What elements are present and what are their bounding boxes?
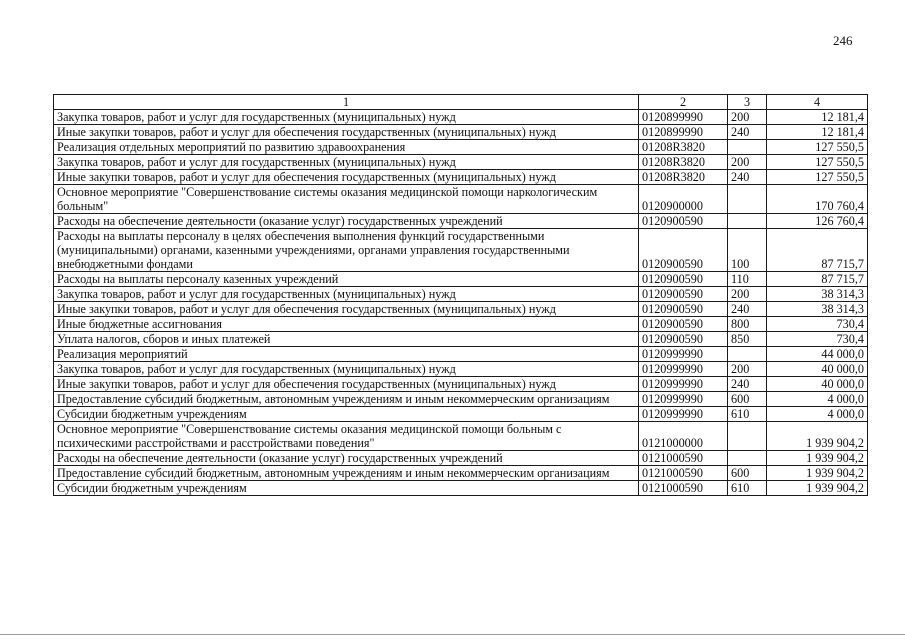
cell-name: Предоставление субсидий бюджетным, автономным учреждениям и иным некоммерческим организациям [54,466,639,481]
cell-amount: 127 550,5 [767,155,868,170]
cell-name: Иные закупки товаров, работ и услуг для обеспечения государственных (муниципальных) нужд [54,302,639,317]
cell-code: 0120899990 [639,110,728,125]
cell-code: 0120900590 [639,317,728,332]
cell-name: Закупка товаров, работ и услуг для государственных (муниципальных) нужд [54,110,639,125]
cell-expense-type: 200 [728,155,767,170]
cell-amount: 126 760,4 [767,214,868,229]
table-row [54,347,868,362]
header-row [54,95,868,110]
cell-amount: 38 314,3 [767,287,868,302]
cell-expense-type: 600 [728,392,767,407]
table-row [54,451,868,466]
cell-amount: 12 181,4 [767,125,868,140]
table-row [54,302,868,317]
table-row [54,110,868,125]
cell-expense-type: 100 [728,229,767,272]
cell-code: 0121000590 [639,451,728,466]
cell-amount: 40 000,0 [767,377,868,392]
header-col-amount: 4 [767,95,868,110]
cell-amount: 1 939 904,2 [767,451,868,466]
budget-table [53,94,868,496]
cell-code: 01208R3820 [639,170,728,185]
cell-expense-type: 200 [728,362,767,377]
cell-amount: 127 550,5 [767,170,868,185]
table-row [54,392,868,407]
cell-name: Расходы на обеспечение деятельности (оказание услуг) государственных учреждений [54,214,639,229]
table-row [54,317,868,332]
cell-name: Расходы на выплаты персоналу казенных учреждений [54,272,639,287]
cell-name: Субсидии бюджетным учреждениям [54,407,639,422]
cell-expense-type [728,347,767,362]
cell-code: 0120900590 [639,302,728,317]
cell-expense-type [728,451,767,466]
cell-code: 0120900000 [639,185,728,214]
table-row [54,125,868,140]
cell-code: 0120999990 [639,362,728,377]
cell-amount: 127 550,5 [767,140,868,155]
cell-code: 01208R3820 [639,140,728,155]
cell-code: 0120900590 [639,332,728,347]
cell-expense-type: 610 [728,407,767,422]
cell-amount: 87 715,7 [767,229,868,272]
cell-expense-type: 240 [728,377,767,392]
table-row [54,170,868,185]
cell-amount: 87 715,7 [767,272,868,287]
cell-expense-type: 110 [728,272,767,287]
cell-expense-type [728,214,767,229]
cell-code: 0120900590 [639,287,728,302]
cell-expense-type [728,422,767,451]
cell-name: Закупка товаров, работ и услуг для государственных (муниципальных) нужд [54,155,639,170]
cell-code: 0120999990 [639,347,728,362]
cell-amount: 4 000,0 [767,407,868,422]
cell-name: Закупка товаров, работ и услуг для государственных (муниципальных) нужд [54,287,639,302]
cell-name: Реализация мероприятий [54,347,639,362]
table-row [54,466,868,481]
cell-name: Субсидии бюджетным учреждениям [54,481,639,496]
header-col-name: 1 [54,95,639,110]
cell-expense-type: 800 [728,317,767,332]
header-col-type: 3 [728,95,767,110]
cell-amount: 730,4 [767,332,868,347]
table-header [54,95,868,110]
cell-code: 0120999990 [639,392,728,407]
cell-amount: 40 000,0 [767,362,868,377]
table-row [54,272,868,287]
cell-name: Основное мероприятие "Совершенствование системы оказания медицинской помощи наркологическим больным" [54,185,639,214]
cell-expense-type [728,185,767,214]
cell-code: 0121000590 [639,481,728,496]
cell-amount: 730,4 [767,317,868,332]
cell-code: 0120899990 [639,125,728,140]
cell-amount: 38 314,3 [767,302,868,317]
cell-code: 0120999990 [639,377,728,392]
cell-expense-type: 200 [728,110,767,125]
cell-name: Закупка товаров, работ и услуг для государственных (муниципальных) нужд [54,362,639,377]
table-row [54,155,868,170]
page-number: 246 [833,33,853,48]
cell-code: 0120900590 [639,214,728,229]
cell-amount: 170 760,4 [767,185,868,214]
table-row [54,140,868,155]
cell-name: Уплата налогов, сборов и иных платежей [54,332,639,347]
cell-name: Расходы на обеспечение деятельности (оказание услуг) государственных учреждений [54,451,639,466]
cell-name: Реализация отдельных мероприятий по развитию здравоохранения [54,140,639,155]
cell-name: Предоставление субсидий бюджетным, автономным учреждениям и иным некоммерческим организациям [54,392,639,407]
cell-name: Основное мероприятие "Совершенствование системы оказания медицинской помощи больным с психическими расстройствами и расстройствами поведения" [54,422,639,451]
cell-expense-type: 200 [728,287,767,302]
cell-code: 0121000590 [639,466,728,481]
cell-code: 0120900590 [639,229,728,272]
cell-expense-type: 240 [728,302,767,317]
cell-code: 0120900590 [639,272,728,287]
cell-amount: 4 000,0 [767,392,868,407]
cell-name: Иные закупки товаров, работ и услуг для обеспечения государственных (муниципальных) нужд [54,377,639,392]
cell-expense-type: 850 [728,332,767,347]
cell-expense-type: 240 [728,125,767,140]
cell-expense-type: 240 [728,170,767,185]
cell-code: 01208R3820 [639,155,728,170]
table-row [54,407,868,422]
cell-name: Иные бюджетные ассигнования [54,317,639,332]
cell-amount: 1 939 904,2 [767,481,868,496]
table-row [54,481,868,496]
table-row [54,377,868,392]
cell-amount: 44 000,0 [767,347,868,362]
cell-code: 0121000000 [639,422,728,451]
cell-name: Расходы на выплаты персоналу в целях обеспечения выполнения функций государственными (муниципальными) органами, казенными учреждениями, органами управления государственными внебюджетными фондами [54,229,639,272]
table-row [54,422,868,451]
cell-code: 0120999990 [639,407,728,422]
cell-name: Иные закупки товаров, работ и услуг для обеспечения государственных (муниципальных) нужд [54,170,639,185]
table-row [54,229,868,272]
cell-amount: 1 939 904,2 [767,422,868,451]
table-row [54,362,868,377]
header-col-code: 2 [639,95,728,110]
table-row [54,214,868,229]
cell-expense-type [728,140,767,155]
cell-expense-type: 610 [728,481,767,496]
cell-amount: 1 939 904,2 [767,466,868,481]
cell-amount: 12 181,4 [767,110,868,125]
table-body [54,110,868,496]
table-row [54,332,868,347]
cell-name: Иные закупки товаров, работ и услуг для обеспечения государственных (муниципальных) нужд [54,125,639,140]
cell-expense-type: 600 [728,466,767,481]
table-row [54,185,868,214]
scan-edge-line [0,634,905,635]
table-row [54,287,868,302]
